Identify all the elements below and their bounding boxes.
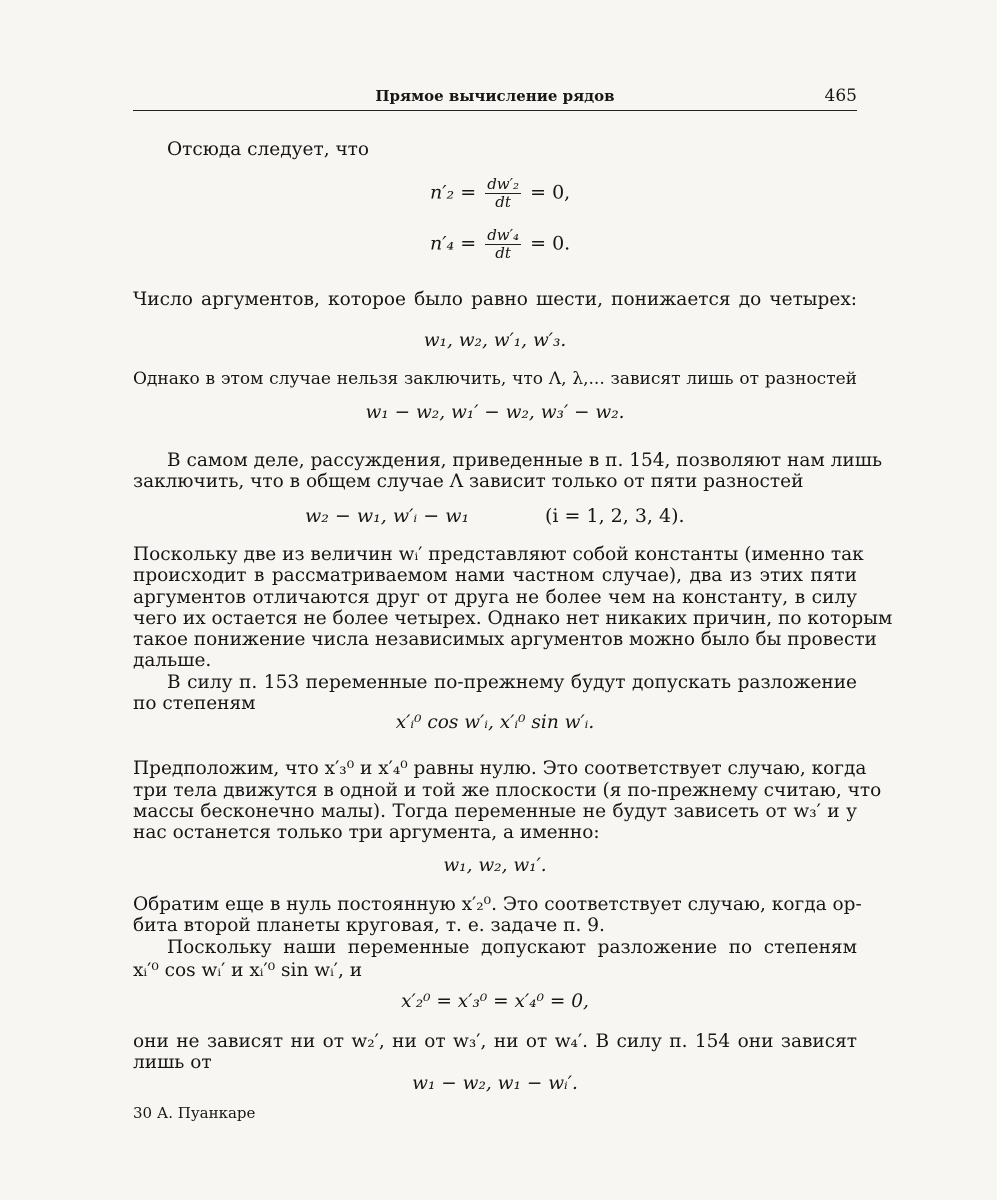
header-rule — [133, 110, 857, 111]
text-line: дальше. — [133, 650, 212, 671]
text-line: Поскольку наши переменные допускают разложение по степеням — [167, 937, 857, 958]
text-line: аргументов отличаются друг от друга не более чем на константу, в силу — [133, 587, 857, 608]
text-line: Отсюда следует, что — [167, 139, 370, 160]
text-line: xᵢ′⁰ cos wᵢ′ и xᵢ′⁰ sin wᵢ′, и — [133, 960, 363, 981]
signature-mark: 30 А. Пуанкаре — [133, 1104, 256, 1122]
eq-lhs: n′₂ = — [430, 181, 477, 204]
fraction — [485, 176, 521, 211]
equation-part: (i = 1, 2, 3, 4). — [545, 505, 685, 527]
text-line: лишь от — [133, 1052, 212, 1073]
fraction-denominator: dt — [495, 244, 511, 262]
page-number: 465 — [824, 86, 857, 106]
equation: x′ᵢ⁰ cos w′ᵢ, x′ᵢ⁰ sin w′ᵢ. — [395, 712, 595, 733]
text-line: бита второй планеты круговая, т. е. задаче п. 9. — [133, 915, 605, 936]
equation: w₁, w₂, w₁′. — [443, 855, 547, 876]
eq-lhs: n′₄ = — [430, 232, 477, 255]
running-title: Прямое вычисление рядов — [375, 87, 615, 105]
text-line: Число аргументов, которое было равно шести, понижается до четырех: — [133, 289, 857, 310]
eq-rhs: = 0. — [530, 232, 571, 255]
text-line: Предположим, что x′₃⁰ и x′₄⁰ равны нулю. Это соответствует случаю, когда — [133, 758, 867, 779]
text-line: они не зависят ни от w₂′, ни от w₃′, ни от w₄′. В силу п. 154 они зависят — [133, 1031, 857, 1052]
equation: w₁, w₂, w′₁, w′₃. — [423, 330, 567, 351]
text-line: массы бесконечно малы). Тогда переменные не будут зависеть от w₃′ и у — [133, 801, 857, 822]
text-line: по степеням — [133, 693, 256, 714]
fraction-numerator: dw′₂ — [487, 175, 520, 193]
equation-part: w₂ − w₁, w′ᵢ − w₁ — [305, 505, 470, 527]
text-line: В силу п. 153 переменные по-прежнему будут допускать разложение — [167, 672, 857, 693]
equation — [545, 505, 685, 527]
text-line: нас останется только три аргумента, а именно: — [133, 822, 600, 843]
running-header — [133, 86, 857, 108]
equation: w₁ − w₂, w₁ − wᵢ′. — [412, 1073, 578, 1094]
eq-rhs: = 0, — [530, 181, 571, 204]
text-line: такое понижение числа независимых аргументов можно было бы провести — [133, 629, 877, 650]
text-line: Обратим еще в нуль постоянную x′₂⁰. Это соответствует случаю, когда ор- — [133, 894, 862, 915]
equation-n4 — [430, 227, 570, 262]
text-line: Поскольку две из величин wᵢ′ представляют собой константы (именно так — [133, 544, 864, 565]
fraction-numerator: dw′₄ — [487, 226, 520, 244]
equation: w₁ − w₂, w₁′ − w₂, w₃′ − w₂. — [365, 402, 625, 423]
text-line: чего их остается не более четырех. Однако нет никаких причин, по которым — [133, 608, 893, 629]
equation — [305, 505, 469, 527]
equation-n2 — [430, 176, 570, 211]
equation: x′₂⁰ = x′₃⁰ = x′₄⁰ = 0, — [401, 991, 589, 1012]
fraction — [485, 227, 521, 262]
text-line: Однако в этом случае нельзя заключить, что Λ, λ,... зависят лишь от разностей — [133, 369, 857, 389]
text-line: три тела движутся в одной и той же плоскости (я по-прежнему считаю, что — [133, 780, 882, 801]
text-line: происходит в рассматриваемом нами частном случае), два из этих пяти — [133, 565, 857, 586]
text-line: В самом деле, рассуждения, приведенные в п. 154, позволяют нам лишь — [167, 450, 883, 471]
text-line: заключить, что в общем случае Λ зависит только от пяти разностей — [133, 471, 804, 492]
fraction-denominator: dt — [495, 193, 511, 211]
